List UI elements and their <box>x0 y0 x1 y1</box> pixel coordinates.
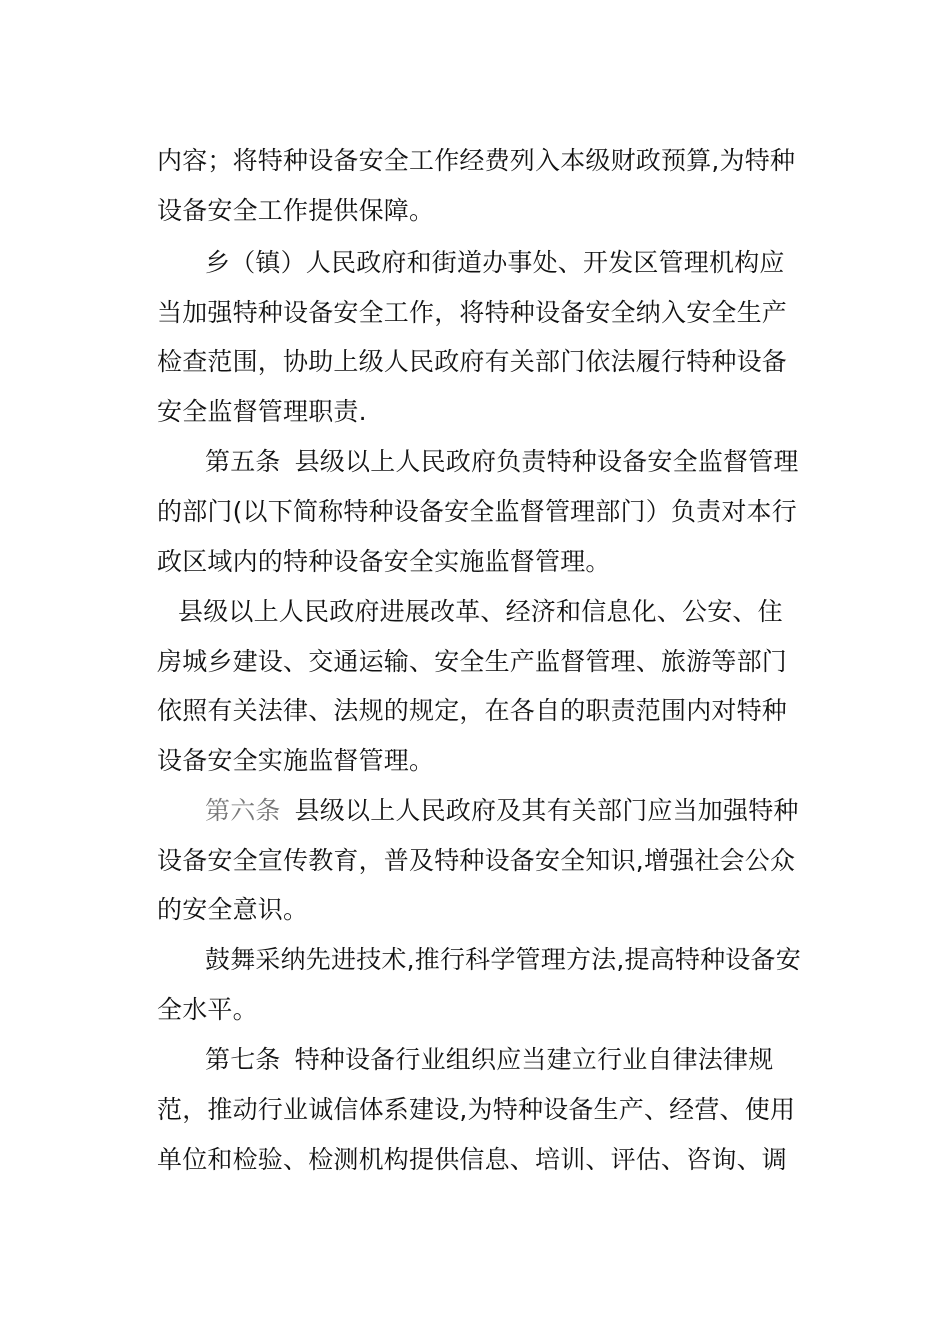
text-line: 设备安全宣传教育，普及特种设备安全知识,增强社会公众 <box>157 846 796 875</box>
text-line: 鼓舞采纳先进技术,推行科学管理方法,提高特种设备安 <box>205 945 801 974</box>
text-line: 的部门(以下简称特种设备安全监督管理部门）负责对本行 <box>157 497 797 526</box>
text-line: 范，推动行业诚信体系建设,为特种设备生产、经营、使用 <box>157 1095 796 1124</box>
article-line <box>205 442 799 482</box>
text-line: 乡（镇）人民政府和街道办事处、开发区管理机构应 <box>205 248 785 277</box>
text-line: 设备安全工作提供保障。 <box>157 196 435 225</box>
article-text: 特种设备行业组织应当建立行业自律法律规 <box>294 1045 774 1074</box>
article-text: 县级以上人民政府及其有关部门应当加强特种 <box>294 796 799 825</box>
text-line: 单位和检验、检测机构提供信息、培训、评估、咨询、调 <box>157 1145 788 1174</box>
text-line: 全水平。 <box>157 995 258 1024</box>
text-line: 县级以上人民政府进展改革、经济和信息化、公安、住 <box>178 597 783 626</box>
text-line: 政区域内的特种设备安全实施监督管理。 <box>157 547 611 576</box>
text-line: 内容；将特种设备安全工作经费列入本级财政预算,为特种 <box>157 146 796 175</box>
text-line: 设备安全实施监督管理。 <box>157 746 435 775</box>
text-line: 当加强特种设备安全工作，将特种设备安全纳入安全生产 <box>157 298 788 327</box>
article-heading: 第五条 <box>205 447 281 476</box>
text-line: 安全监督管理职责. <box>157 397 367 426</box>
text-line: 依照有关法律、法规的规定，在各自的职责范围内对特种 <box>157 696 788 725</box>
article-line <box>205 791 799 831</box>
article-text: 县级以上人民政府负责特种设备安全监督管理 <box>294 447 799 476</box>
article-heading: 第六条 <box>205 796 281 825</box>
article-line <box>205 1040 773 1080</box>
text-line: 房城乡建设、交通运输、安全生产监督管理、旅游等部门 <box>157 647 788 676</box>
text-line: 的安全意识。 <box>157 895 309 924</box>
text-line: 检查范围，协助上级人民政府有关部门依法履行特种设备 <box>157 347 788 376</box>
article-heading: 第七条 <box>205 1045 281 1074</box>
